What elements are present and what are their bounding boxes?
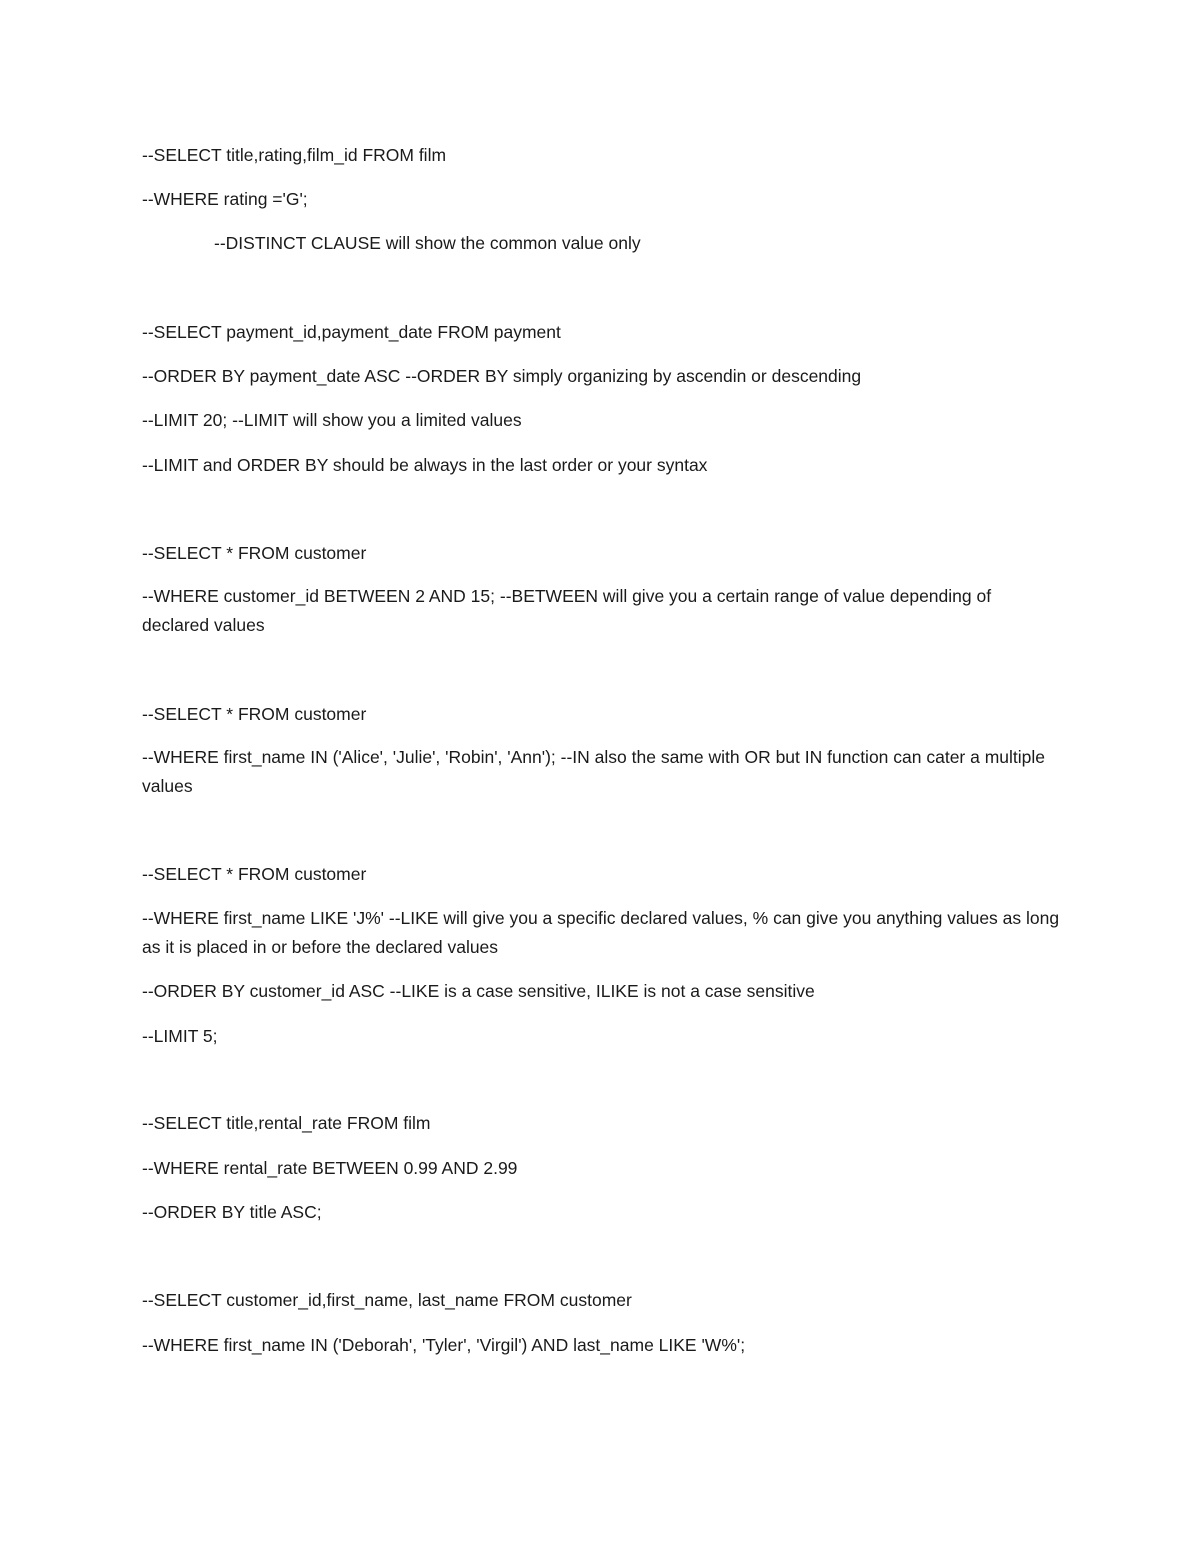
code-line: --SELECT title,rating,film_id FROM film bbox=[142, 145, 447, 165]
comment-line: --DISTINCT CLAUSE will show the common value only bbox=[214, 233, 641, 253]
code-line: --SELECT * FROM customer bbox=[142, 864, 367, 884]
code-line: --SELECT * FROM customer bbox=[142, 704, 367, 724]
code-line: --WHERE first_name LIKE 'J%' --LIKE will give you a specific declared values, % can give you anything values as long as it is placed in or before the declared values bbox=[142, 908, 1060, 957]
code-line: --SELECT customer_id,first_name, last_name FROM customer bbox=[142, 1290, 632, 1310]
code-line: --ORDER BY title ASC; bbox=[142, 1202, 322, 1222]
code-line: --ORDER BY customer_id ASC --LIKE is a case sensitive, ILIKE is not a case sensitive bbox=[142, 981, 815, 1001]
code-line: --LIMIT and ORDER BY should be always in the last order or your syntax bbox=[142, 455, 708, 475]
code-line: --LIMIT 20; --LIMIT will show you a limited values bbox=[142, 410, 522, 430]
code-line: --LIMIT 5; bbox=[142, 1026, 218, 1046]
code-line: --SELECT title,rental_rate FROM film bbox=[142, 1113, 431, 1133]
code-line: --ORDER BY payment_date ASC --ORDER BY simply organizing by ascendin or descending bbox=[142, 366, 862, 386]
code-line: --WHERE rating ='G'; bbox=[142, 189, 308, 209]
code-line: --WHERE customer_id BETWEEN 2 AND 15; --BETWEEN will give you a certain range of value depending of declared values bbox=[142, 586, 992, 635]
code-line: --SELECT * FROM customer bbox=[142, 543, 367, 563]
code-line: --WHERE first_name IN ('Deborah', 'Tyler', 'Virgil') AND last_name LIKE 'W%'; bbox=[142, 1335, 746, 1355]
code-line: --SELECT payment_id,payment_date FROM payment bbox=[142, 322, 561, 342]
code-line: --WHERE first_name IN ('Alice', 'Julie', 'Robin', 'Ann'); --IN also the same with OR but IN function can cater a multiple values bbox=[142, 747, 1046, 796]
code-line: --WHERE rental_rate BETWEEN 0.99 AND 2.99 bbox=[142, 1158, 518, 1178]
